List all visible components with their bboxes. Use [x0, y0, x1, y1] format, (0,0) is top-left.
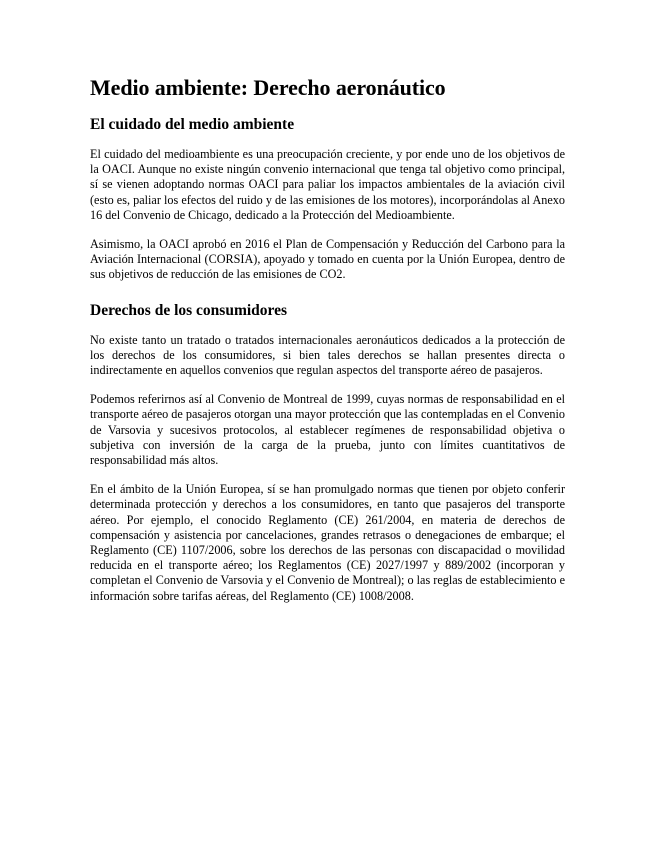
section-heading-consumidores: Derechos de los consumidores — [90, 301, 288, 319]
paragraph: En el ámbito de la Unión Europea, sí se han promulgado normas que tienen por objeto conferir determinada protección y derechos a los consumidores, en tanto que pasajeros del transporte aéreo. Por ejemplo, el conocido Reglamento (CE) 261/2004, en materia de derechos de compensación y asistencia por cancelaciones, grandes retrasos o denegaciones de embarque; el Reglamento (CE) 1107/2006, sobre los derechos de las personas con discapacidad o movilidad reducida en el transporte aéreo; los Reglamentos (CE) 2027/1997 y 889/2002 (incorporan y completan el Convenio de Varsovia y el Convenio de Montreal); o las reglas de establecimiento e información sobre tarifas aéreas, del Reglamento (CE) 1008/2008. — [90, 482, 565, 603]
paragraph: Asimismo, la OACI aprobó en 2016 el Plan de Compensación y Reducción del Carbono para la Aviación Internacional (CORSIA), apoyado y tomado en cuenta por la Unión Europea, dentro de sus objetivos de reducción de las emisiones de CO2. — [90, 237, 565, 282]
section-medio-ambiente — [90, 115, 565, 283]
section-consumidores — [90, 301, 565, 604]
paragraph: El cuidado del medioambiente es una preocupación creciente, y por ende uno de los objetivos de la OACI. Aunque no existe ningún convenio internacional que tenga tal objetivo como principal, sí se vienen adoptando normas OACI para paliar los impactos ambientales de la aviación civil (esto es, paliar los efectos del ruido y de las emisiones de los motores), incorporándolas al Anexo 16 del Convenio de Chicago, dedicado a la Protección del Medioambiente. — [90, 147, 565, 222]
page-title: Medio ambiente: Derecho aeronáutico — [90, 75, 446, 100]
document-page — [90, 74, 565, 618]
paragraph: No existe tanto un tratado o tratados internacionales aeronáuticos dedicados a la protección de los derechos de los consumidores, si bien tales derechos se hallan presentes directa o indirectamente en aquellos convenios que regulan aspectos del transporte aéreo de pasajeros. — [90, 332, 565, 378]
paragraph: Podemos referirnos así al Convenio de Montreal de 1999, cuyas normas de responsabilidad en el transporte aéreo de pasajeros otorgan una mayor protección que las contempladas en el Convenio de Varsovia y sucesivos protocolos, al establecer regímenes de responsabilidad objetiva o subjetiva con inversión de la carga de la prueba, junto con límites cuantitativos de responsabilidad más altos. — [90, 392, 565, 468]
section-heading-medio-ambiente: El cuidado del medio ambiente — [90, 116, 295, 133]
